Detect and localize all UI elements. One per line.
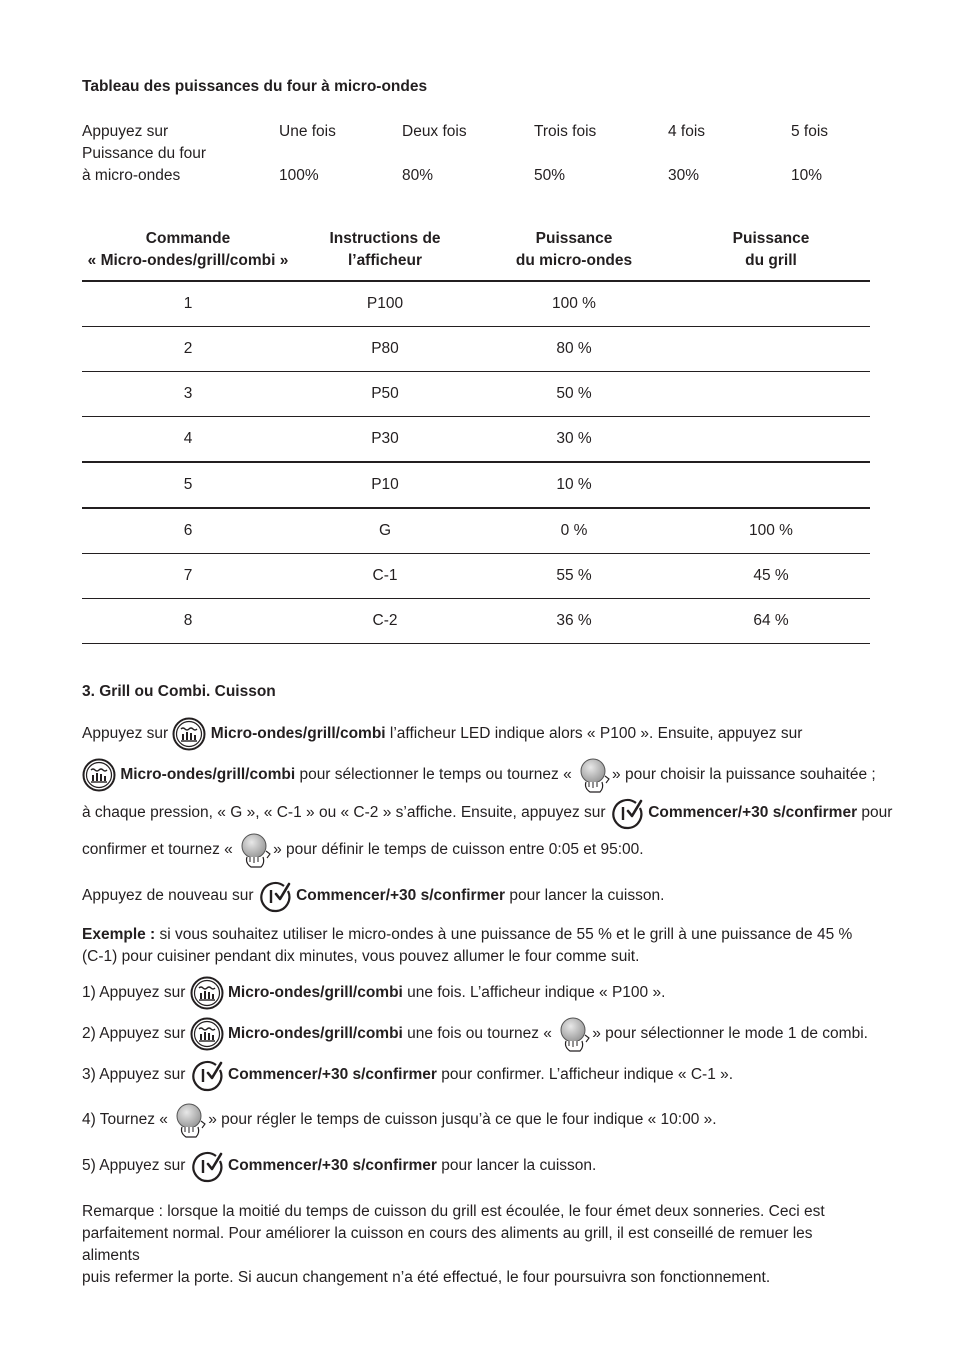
power-settings-table	[82, 228, 870, 644]
table-header	[82, 228, 870, 282]
table-cell-micro: 100 %	[552, 295, 596, 312]
table-cell-grill: 64 %	[753, 612, 789, 629]
power-table-title: Tableau des puissances du four à micro-ondes	[82, 78, 428, 95]
table-row	[82, 509, 870, 554]
press-count: Une fois	[279, 123, 336, 140]
power-value: 30%	[668, 167, 700, 184]
table-cell-cmd: 8	[183, 612, 193, 629]
power-value: 80%	[402, 167, 434, 184]
remark-paragraph: Remarque : lorsque la moitié du temps de cuisson du grill est écoulée, le four émet deux sonneries. Ceci est parfaitement normal. Pour améliorer la cuisson en cours des aliments au grill, il est conseillé de remuer les aliments puis refermer la porte. Si aucun changement n’a été effectué, le four poursuivra son fonctionnement.	[82, 1203, 825, 1286]
step-1: 1) Appuyez sur Micro-ondes/grill/combi une fois. L’afficheur indique « P100 ».	[82, 975, 665, 1011]
press-count: 5 fois	[791, 123, 829, 140]
table-row	[82, 372, 870, 417]
table-row	[82, 282, 870, 327]
paragraph-line: Appuyez sur Micro-ondes/grill/combi l’afficheur LED indique alors « P100 ». Ensuite, appuyez sur	[82, 716, 802, 752]
table-cell-display: P80	[371, 340, 399, 357]
table-cell-display: P30	[371, 430, 399, 447]
table-cell-cmd: 4	[183, 430, 193, 447]
step-3: 3) Appuyez sur Commencer/+30 s/confirmer pour confirmer. L’afficheur indique « C-1 ».	[82, 1057, 733, 1093]
press-count: 4 fois	[668, 123, 706, 140]
table-cell-grill: 45 %	[753, 567, 789, 584]
table-cell-grill: 100 %	[749, 522, 793, 539]
table-cell-display: P10	[371, 476, 399, 493]
table-cell-cmd: 1	[183, 295, 193, 312]
header-grill-power: Puissance du grill	[732, 230, 810, 269]
header-micro-power: Puissance du micro-ondes	[515, 230, 633, 269]
header-display: Instructions de l’afficheur	[329, 230, 441, 269]
step-5: 5) Appuyez sur Commencer/+30 s/confirmer pour lancer la cuisson.	[82, 1148, 596, 1184]
power-label-line1: Puissance du four	[82, 145, 207, 162]
rotary-knob-icon	[556, 1014, 592, 1054]
table-row	[82, 599, 870, 644]
table-cell-display: G	[378, 522, 392, 539]
start-confirm-icon	[610, 795, 644, 831]
table-cell-micro: 50 %	[556, 385, 592, 402]
table-cell-micro: 36 %	[556, 612, 592, 629]
step-4: 4) Tournez « » pour régler le temps de cuisson jusqu’à ce que le four indique « 10:00 ».	[82, 1100, 717, 1140]
table-row	[82, 554, 870, 599]
paragraph-line: à chaque pression, « G », « C-1 » ou « C-2 » s’affiche. Ensuite, appuyez sur Commencer/+30 s/confirmer pour	[82, 795, 892, 831]
step-2: 2) Appuyez sur Micro-ondes/grill/combi une fois ou tournez « » pour sélectionner le mode 1 de combi.	[82, 1014, 868, 1054]
paragraph-line: confirmer et tournez « » pour définir le temps de cuisson entre 0:05 et 95:00.	[82, 830, 644, 870]
start-confirm-icon	[258, 878, 292, 914]
table-cell-display: C-1	[372, 567, 398, 584]
rotary-knob-icon	[172, 1100, 208, 1140]
header-command: Commande « Micro-ondes/grill/combi »	[87, 230, 289, 269]
table-cell-cmd: 7	[183, 567, 193, 584]
table-cell-cmd: 2	[183, 340, 193, 357]
press-count: Trois fois	[534, 123, 597, 140]
table-row	[82, 463, 870, 509]
table-row	[82, 417, 870, 463]
table-row	[82, 327, 870, 372]
microwave-grill-combi-icon	[172, 716, 206, 752]
table-body	[82, 282, 870, 644]
power-value: 100%	[279, 167, 319, 184]
rotary-knob-icon	[576, 755, 612, 795]
table-cell-cmd: 6	[183, 522, 193, 539]
table-cell-micro: 80 %	[556, 340, 592, 357]
table-cell-micro: 55 %	[556, 567, 592, 584]
power-value: 10%	[791, 167, 823, 184]
example-paragraph: Exemple : si vous souhaitez utiliser le micro-ondes à une puissance de 55 % et le grill à une puissance de 45 % (C-1) pour cuisiner pendant dix minutes, vous pouvez allumer le four comme suit.	[82, 926, 853, 965]
start-confirm-icon	[190, 1148, 224, 1184]
table-cell-micro: 0 %	[560, 522, 588, 539]
table-cell-display: P100	[366, 295, 404, 312]
paragraph-line: Appuyez de nouveau sur Commencer/+30 s/confirmer pour lancer la cuisson.	[82, 878, 664, 914]
microwave-grill-combi-icon	[82, 757, 116, 793]
table-cell-display: C-2	[372, 612, 398, 629]
rotary-knob-icon	[237, 830, 273, 870]
table-cell-display: P50	[371, 385, 399, 402]
power-label-line2: à micro-ondes	[82, 167, 181, 184]
microwave-grill-combi-icon	[190, 1016, 224, 1052]
table-cell-cmd: 3	[183, 385, 193, 402]
table-cell-micro: 30 %	[556, 430, 592, 447]
table-cell-micro: 10 %	[556, 476, 592, 493]
microwave-grill-combi-icon	[190, 975, 224, 1011]
power-value: 50%	[534, 167, 566, 184]
start-confirm-icon	[190, 1057, 224, 1093]
section-title: 3. Grill ou Combi. Cuisson	[82, 683, 276, 700]
press-count: Deux fois	[402, 123, 467, 140]
press-label: Appuyez sur	[82, 123, 169, 140]
table-cell-cmd: 5	[183, 476, 193, 493]
paragraph-line: Micro-ondes/grill/combi pour sélectionner le temps ou tournez « » pour choisir la puissance souhaitée ;	[82, 755, 876, 795]
